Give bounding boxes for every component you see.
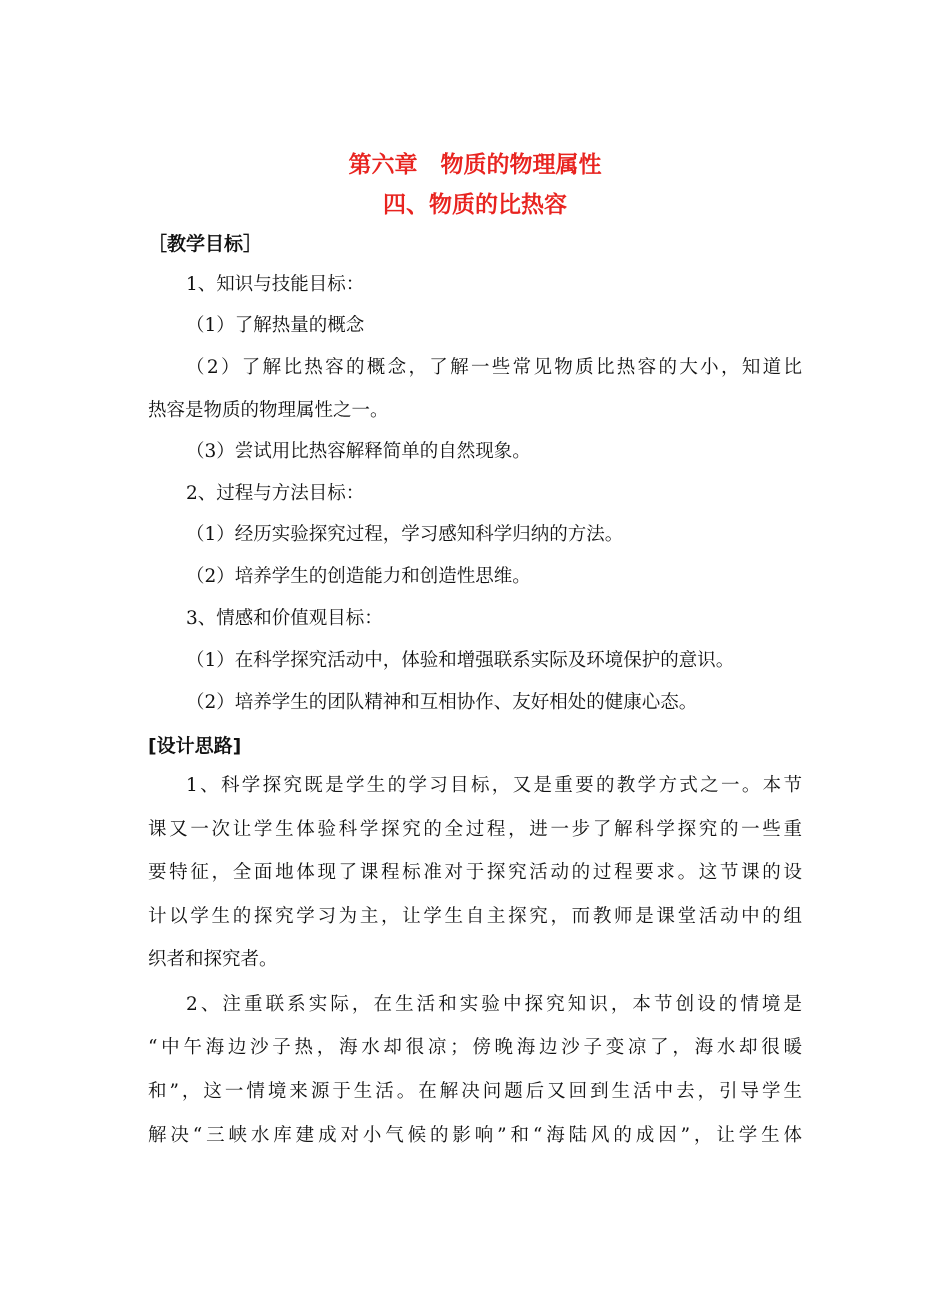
knowledge-item-2-line-1: （2）了解比热容的概念，了解一些常见物质比热容的大小，知道比 <box>186 357 802 378</box>
design-para-1-line: 计以学生的探究学习为主，让学生自主探究，而教师是课堂活动中的组 <box>148 906 802 927</box>
design-para-1-line: 课又一次让学生体验科学探究的全过程，进一步了解科学探究的一些重 <box>148 819 802 840</box>
design-para-1-line: 要特征，全面地体现了课程标准对于探究活动的过程要求。这节课的设 <box>148 862 802 883</box>
knowledge-item-1: （1）了解热量的概念 <box>186 315 365 336</box>
design-para-2-line: 和”，这一情境来源于生活。在解决问题后又回到生活中去，引导学生 <box>148 1081 802 1102</box>
process-item-2: （2）培养学生的创造能力和创造性思维。 <box>186 566 531 587</box>
objectives-heading: ［教学目标］ <box>148 233 263 255</box>
process-item-1: （1）经历实验探究过程，学习感知科学归纳的方法。 <box>186 524 624 545</box>
knowledge-item-3: （3）尝试用比热容解释简单的自然现象。 <box>186 441 531 462</box>
emotion-objective-title: 3、情感和价值观目标： <box>186 608 383 629</box>
design-para-2-line: 解决“三峡水库建成对小气候的影响”和“海陆风的成因”，让学生体 <box>148 1125 802 1146</box>
design-para-1-line: 1、科学探究既是学生的学习目标，又是重要的教学方式之一。本节 <box>186 775 802 796</box>
emotion-item-2: （2）培养学生的团队精神和互相协作、友好相处的健康心态。 <box>186 692 698 713</box>
design-para-1-line: 织者和探究者。 <box>148 949 278 970</box>
design-para-2-line: “中午海边沙子热，海水却很凉；傍晚海边沙子变凉了，海水却很暖 <box>148 1037 802 1058</box>
chapter-title: 第六章 物质的物理属性 <box>348 152 602 178</box>
design-para-2-line: 2、注重联系实际，在生活和实验中探究知识，本节创设的情境是 <box>186 994 802 1015</box>
emotion-item-1: （1）在科学探究活动中，体验和增强联系实际及环境保护的意识。 <box>186 650 735 671</box>
section-title: 四、物质的比热容 <box>383 192 567 218</box>
design-heading: [设计思路] <box>148 735 242 757</box>
knowledge-objective-title: 1、知识与技能目标： <box>186 274 365 295</box>
knowledge-item-2-line-2: 热容是物质的物理属性之一。 <box>148 400 389 421</box>
process-objective-title: 2、过程与方法目标： <box>186 483 365 504</box>
